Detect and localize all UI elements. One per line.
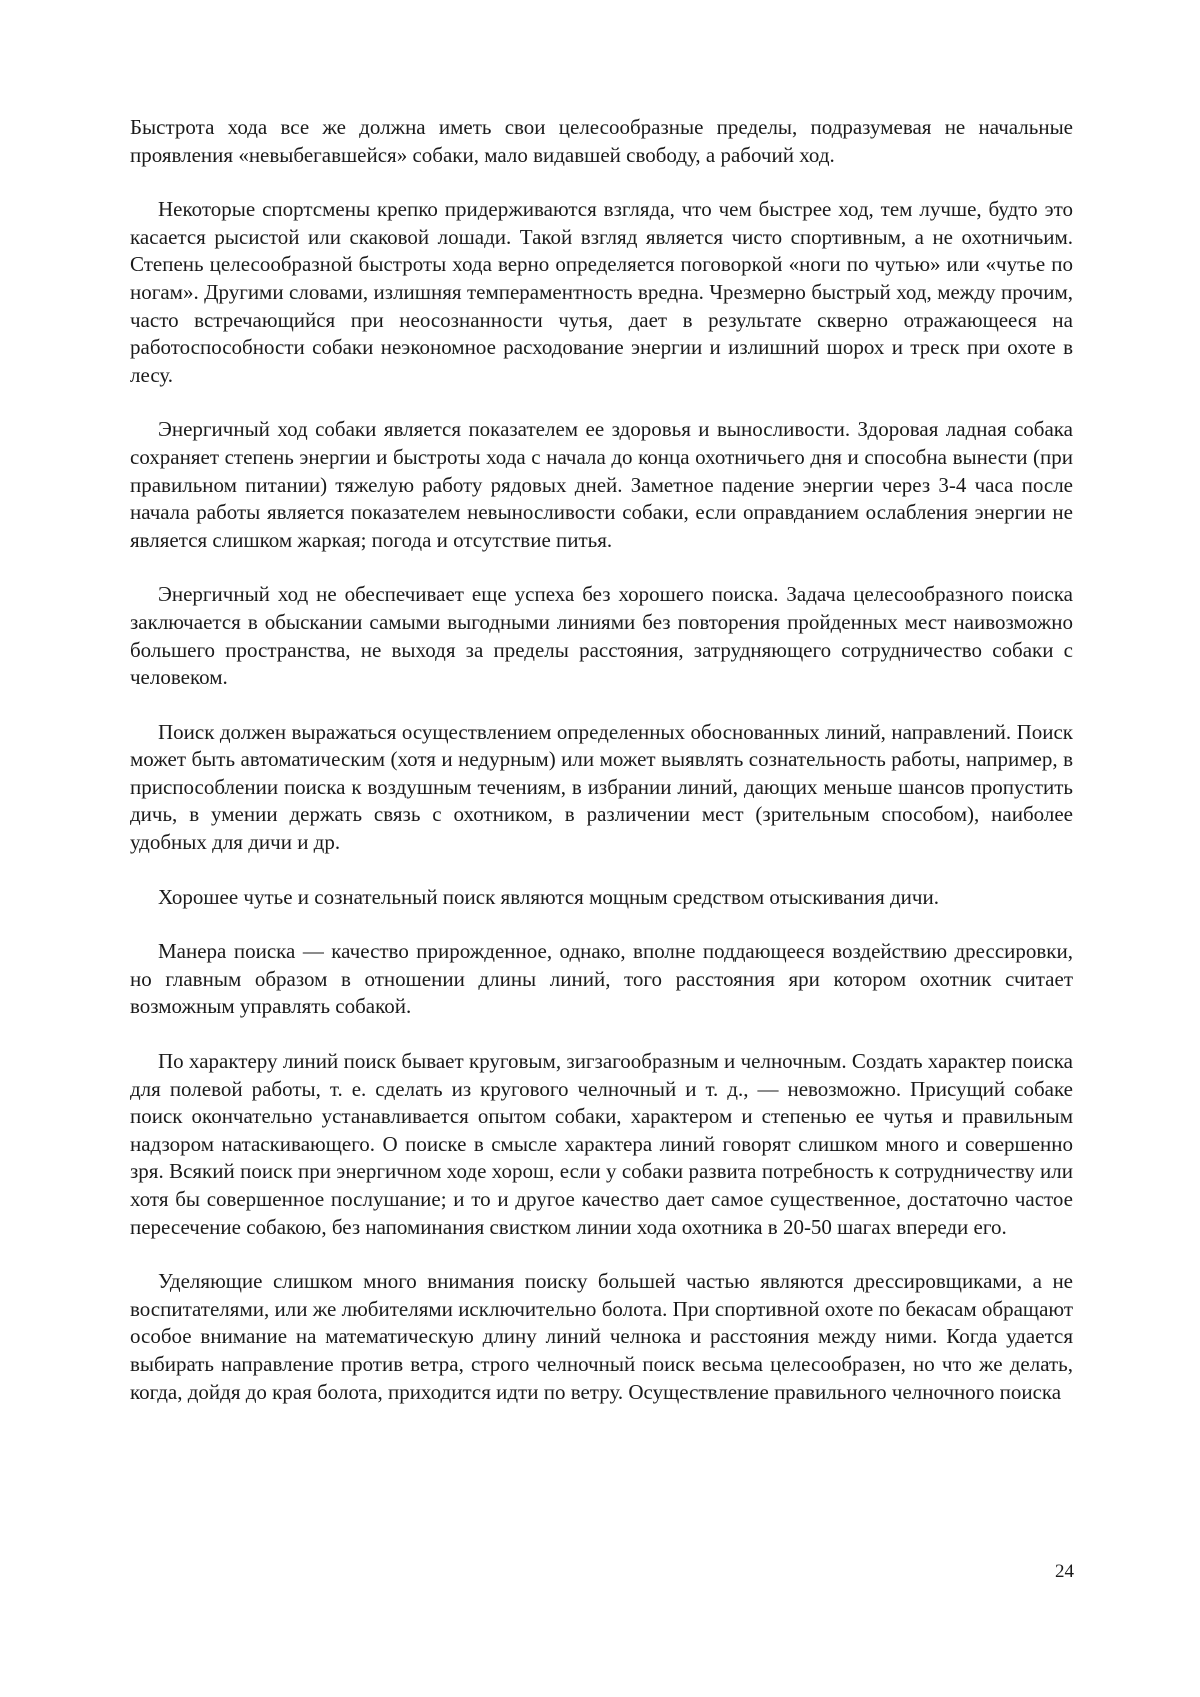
body-text — [130, 114, 1073, 1406]
paragraph: Уделяющие слишком много внимания поиску большей частью являются дрессировщиками, а не воспитателями, или же любителями исключительно болота. При спортивной охоте по бекасам обращают особое внимание на математическую длину линий челнока и расстояния между ними. Когда удается выбирать направление против ветра, строго челночный поиск весьма целесообразен, но что же делать, когда, дойдя до края болота, приходится идти по ветру. Осуществление правильного челночного поиска — [130, 1269, 1073, 1404]
paragraph: Некоторые спортсмены крепко придерживаются взгляда, что чем быстрее ход, тем лучше, будто это касается рысистой или скаковой лошади. Такой взгляд является чисто спортивным, а не охотничьим. Степень целесообразной быстроты хода верно определяется поговоркой «ноги по чутью» или «чутье по ногам». Другими словами, излишняя темпераментность вредна. Чрезмерно быстрый ход, между прочим, часто встречающийся при неосознанности чутья, дает в результате скверно отражающееся на работоспособности собаки неэкономное расходование энергии и излишний шорох и треск при охоте в лесу. — [130, 197, 1073, 387]
paragraph: Энергичный ход не обеспечивает еще успеха без хорошего поиска. Задача целесообразного поиска заключается в обыскании самыми выгодными линиями без повторения пройденных мест наивозможно большего пространства, не выходя за пределы расстояния, затрудняющего сотрудничество собаки с человеком. — [130, 582, 1073, 690]
paragraph: Манера поиска — качество прирожденное, однако, вполне поддающееся воздействию дрессировки, но главным образом в отношении длины линий, того расстояния яри котором охотник считает возможным управлять собакой. — [130, 939, 1073, 1019]
paragraph: Энергичный ход собаки является показателем ее здоровья и выносливости. Здоровая ладная собака сохраняет степень энергии и быстроты хода с начала до конца охотничьего дня и способна вынести (при правильном питании) тяжелую работу рядовых дней. Заметное падение энергии через 3-4 часа после начала работы является показателем невыносливости собаки, если оправданием ослабления энергии не является слишком жаркая; погода и отсутствие питья. — [130, 417, 1073, 552]
page-number: 24 — [1055, 1561, 1074, 1582]
paragraph: Быстрота хода все же должна иметь свои целесообразные пределы, подразумевая не начальные проявления «невыбегавшейся» собаки, мало видавшей свободу, а рабочий ход. — [130, 115, 1073, 167]
paragraph: Поиск должен выражаться осуществлением определенных обоснованных линий, направлений. Поиск может быть автоматическим (хотя и недурным) или может выявлять сознательность работы, например, в приспособлении поиска к воздушным течениям, в избрании линий, дающих меньше шансов пропустить дичь, в умении держать связь с охотником, в различении мест (зрительным способом), наиболее удобных для дичи и др. — [130, 719, 1073, 855]
paragraph: Хорошее чутье и сознательный поиск являются мощным средством отыскивания дичи. — [158, 884, 939, 909]
paragraph: По характеру линий поиск бывает круговым, зигзагообразным и челночным. Создать характер поиска для полевой работы, т. е. сделать из кругового челночный и т. д., — невозможно. Присущий собаке поиск окончательно устанавливается опытом собаки, характером и степенью ее чутья и правильным надзором натаскивающего. О поиске в смысле характера линий говорят слишком много и совершенно зря. Всякий поиск при энергичном ходе хорош, если у собаки развита потребность к сотрудничеству или хотя бы совершенное послушание; и то и другое качество дает самое существенное, достаточно частое пересечение собакою, без напоминания свистком линии хода охотника в 20-50 шагах впереди его. — [130, 1049, 1073, 1239]
